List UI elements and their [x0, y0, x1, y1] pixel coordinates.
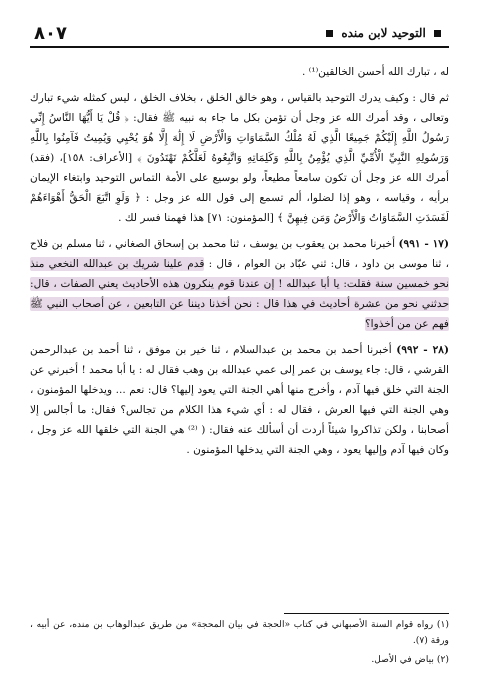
page-header [30, 20, 449, 48]
square-bullet-icon [326, 30, 333, 37]
highlighted-passage: قدم علينا شريك بن عبدالله النخعي منذ نحو خمسين سنة فقلت: يا أبا عبدالله ! إن عندنا قوم ينكرون هذه الأحاديث يعني الصفات ، قال: حدثني نحو من عشرة أحاديث في هذا قال : نحن أخذنا ديننا عن التابعين ، عن أصحاب النبي ﷺ فهم عن من أخذوا؟ [30, 258, 449, 330]
narration-chain: أخبرنا محمد بن يعقوب بن يوسف ، ثنا محمد بن إسحاق الصغاني ، ثنا مسلم بن فلاح ، ثنا موسى بن داود ، قال: ثني عبّاد بن العوام ، قال : [30, 238, 449, 270]
document-page [30, 20, 449, 683]
footnotes [30, 613, 449, 668]
body-text [30, 62, 449, 460]
footnote-divider [284, 613, 449, 614]
footnote-2: (٢) بياض في الأصل. [371, 654, 449, 665]
paragraph-opening: له ، تبارك الله أحسن الخالقين⁽¹⁾ . [301, 66, 449, 78]
narration-992 [30, 340, 449, 460]
narration-number: (٢٨ - ٩٩٢) [396, 344, 450, 356]
running-title [322, 26, 449, 40]
paragraph-tawhid: ثم قال : وكيف يدرك التوحيد بالقياس ، وهو خالق الخلق ، بخلاف الخلق ، ليس كمثله شيء تبارك وتعالى ، وقد أمرك الله عز وجل أن تؤمن بكل ما جاء به نبيه ﷺ فقال: ﴿ قُلْ يَا أَيُّهَا النَّاسُ إِنِّي رَسُولُ اللَّهِ إِلَيْكُمْ جَمِيعًا الَّذِي لَهُ مُلْكُ السَّمَاوَاتِ وَالْأَرْضِ لَا إِلَٰهَ إِلَّا هُوَ يُحْيِي وَيُمِيتُ فَآمِنُوا بِاللَّهِ وَرَسُولِهِ النَّبِيِّ الْأُمِّيِّ الَّذِي يُؤْمِنُ بِاللَّهِ وَكَلِمَاتِهِ وَاتَّبِعُوهُ لَعَلَّكُمْ تَهْتَدُونَ ﴾ [الأعراف: ١٥٨]، (فقد) أمرك الله عز وجل أن تكون سامعاً مطيعاً، ولو بوسيع على الأمة التماس التوحيد وابتغاء الإيمان برأيه ، وقياسه ، وهو إذا لضلوا، ألم تسمع إلى قول الله عز وجل : ﴿ وَلَوِ اتَّبَعَ الْحَقُّ أَهْوَاءَهُمْ لَفَسَدَتِ السَّمَاوَاتُ وَالْأَرْضُ وَمَن فِيهِنَّ ﴾ [المؤمنون: ٧١] هذا فهمنا فسر لك . [30, 92, 450, 224]
footnote-1: (١) رواه قوام السنة الأصبهاني في كتاب «الحجة في بيان المحجة» من طريق عبدالوهاب بن منده، عن أبيه ، ورقة (٧). [30, 619, 449, 646]
running-title-text: التوحيد لابن منده [341, 26, 426, 40]
page-number: ٨٠٧ [34, 22, 67, 44]
narration-991 [30, 234, 449, 334]
square-bullet-icon [434, 30, 441, 37]
narration-text: أخبرنا أحمد بن محمد بن عبدالسلام ، ثنا خير بن موفق ، ثنا أحمد بن عبدالرحمن القرشي ، قال: جاء يوسف بن عمر إلى عمي عبدالله بن وهب فقال له : يا أبا محمد ! أخبرني عن الجنة التي خلق فيها آدم ، وأخرج منها أهي الجنة التي يعود إليها؟ قال: نعم ... ويدخلها المؤمنون ، وهي الجنة التي فيها العرش ، فقال له : أي شيء هذا الكلام من تجالس؟ فقال: ما أجالس إلا أصحابنا ، ولكن تذاكروا شيئاً أردت أن أسألك عنه فقال: ( ⁽²⁾ هي الجنة التي خلقها الله عز وجل ، وكان فيها آدم وإليها يعود ، وهي الجنة التي يدخلها المؤمنون . [30, 344, 449, 456]
narration-number: (١٧ - ٩٩١) [398, 238, 449, 250]
